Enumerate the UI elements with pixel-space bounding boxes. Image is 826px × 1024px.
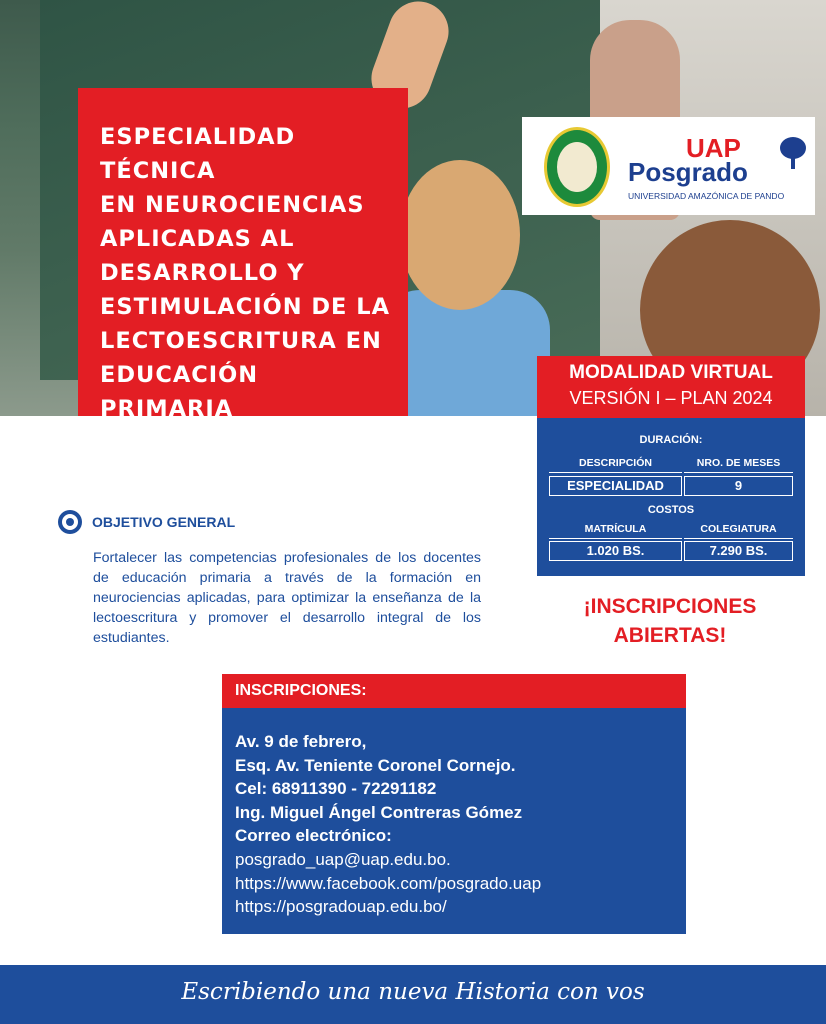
duracion-heading: DURACIÓN: (639, 434, 703, 446)
costos-col1-value: 1.020 BS. (549, 541, 682, 561)
target-icon (58, 510, 82, 534)
posgrado-subtitle: UNIVERSIDAD AMAZÓNICA DE PANDO (628, 191, 785, 201)
inscripciones-details (222, 708, 686, 934)
facebook-link[interactable]: https://www.facebook.com/posgrado.uap (235, 874, 542, 893)
seal-emblem-icon (557, 142, 597, 192)
title-line: ESPECIALIDAD TÉCNICA (100, 124, 296, 184)
modalidad-title: MODALIDAD VIRTUAL (569, 362, 773, 383)
costos-col2-value: 7.290 BS. (684, 541, 793, 561)
objetivo-text: Fortalecer las competencias profesionales de los docentes de educación primaria a través de la formación en neurociencias aplicadas, para optimizar la enseñanza de la lectoescritura y promover el desarrollo integral de los estudiantes. (93, 550, 481, 646)
logo-panel (522, 117, 815, 215)
duracion-col2-value: 9 (684, 476, 793, 496)
costos-heading: COSTOS (647, 504, 695, 516)
program-title (100, 120, 400, 426)
program-info-panel (537, 418, 805, 576)
title-line: DESARROLLO Y (100, 260, 305, 286)
uap-wordmark: UAP (686, 133, 741, 163)
inscripciones-box (222, 674, 686, 934)
title-line: EDUCACIÓN PRIMARIA (100, 362, 259, 422)
costos-col2-header: COLEGIATURA (684, 523, 793, 539)
tree-trunk (791, 155, 795, 169)
modalidad-banner (537, 356, 805, 418)
inscripciones-heading: INSCRIPCIONES: (235, 682, 367, 699)
title-line: ESTIMULACIÓN DE LA (100, 294, 391, 320)
duracion-col1-value: ESPECIALIDAD (549, 476, 682, 496)
inscripciones-header (222, 674, 686, 708)
costos-col1-header: MATRÍCULA (549, 523, 682, 539)
title-line: LECTOESCRITURA EN (100, 328, 382, 354)
email-address[interactable]: posgrado_uap@uap.edu.bo. (235, 850, 451, 869)
footer-bar (0, 965, 826, 1024)
address-line-1: Av. 9 de febrero, (235, 732, 367, 751)
inscripciones-abiertas-line: ABIERTAS! (613, 624, 727, 647)
website-link[interactable]: https://posgradouap.edu.bo/ (235, 897, 447, 916)
duracion-col1-header: DESCRIPCIÓN (549, 457, 682, 473)
posgrado-wordmark: Posgrado (628, 157, 748, 187)
phone-numbers: Cel: 68911390 - 72291182 (235, 779, 437, 798)
student-head (400, 160, 520, 310)
title-line: APLICADAS AL (100, 226, 295, 252)
objetivo-heading: OBJETIVO GENERAL (92, 514, 236, 530)
posgrado-logo (628, 135, 808, 205)
address-line-2: Esq. Av. Teniente Coronel Cornejo. (235, 756, 516, 775)
program-title-box (78, 88, 408, 422)
modalidad-version: VERSIÓN I – PLAN 2024 (569, 388, 773, 408)
duracion-col2-header: NRO. DE MESES (684, 457, 793, 473)
inscripciones-abiertas (540, 592, 800, 650)
contact-name: Ing. Miguel Ángel Contreras Gómez (235, 803, 523, 822)
footer-slogan: Escribiendo una nueva Historia con vos (181, 979, 645, 1005)
inscripciones-abiertas-line: ¡INSCRIPCIONES (583, 595, 757, 618)
title-line: EN NEUROCIENCIAS (100, 192, 365, 218)
email-label: Correo electrónico: (235, 826, 392, 845)
university-seal (544, 127, 610, 207)
